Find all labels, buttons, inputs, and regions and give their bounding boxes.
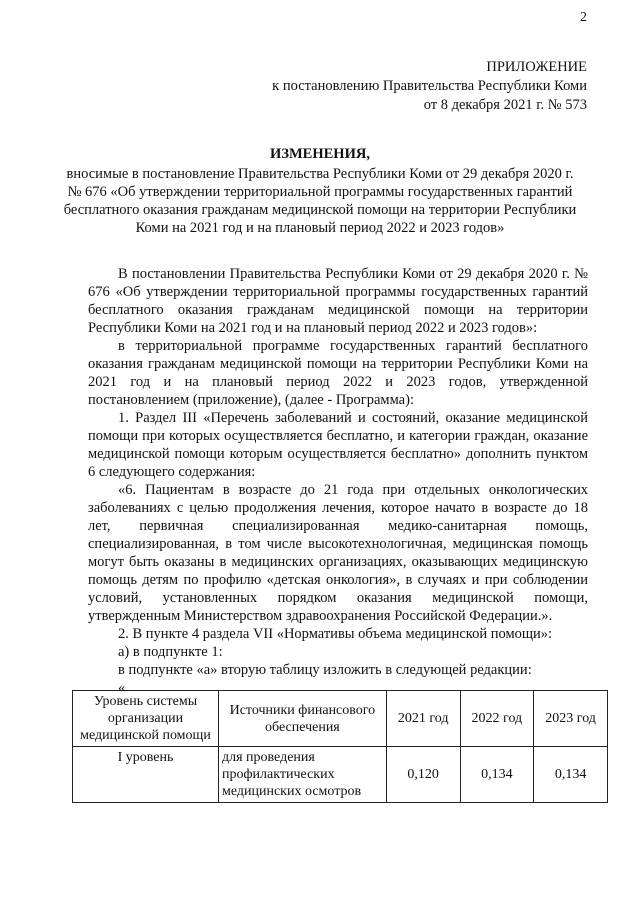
paragraph: «6. Пациентам в возрасте до 21 года при отдельных онкологических заболеваниях с целью продолжения лечения, которое начато в возрасте до 18 лет, первичная специализированная медико-санитарная помощь, специализированная, в том числе высокотехнологичная, медицинская помощь могут быть оказаны в медицинских организациях, оказывающих медицинскую помощь детям по профилю «детская онкология», в случаях и при соблюдении условий, установленных порядком оказания медицинской помощи, утвержденным Министерством здравоохранения Российской Федерации.». — [88, 482, 588, 624]
paragraph: « — [118, 680, 126, 696]
table-cell: 0,120 — [386, 747, 460, 803]
table-header-row — [73, 691, 608, 747]
document-subtitle: вносимые в постановление Правительства Республики Коми от 29 декабря 2020 г. № 676 «Об утверждении территориальной программы государственных гарантий бесплатного оказания гражданам медицинской помощи на территории Республики Коми на 2021 год и на плановый период 2022 и 2023 годов» — [63, 166, 577, 236]
table-cell: I уровень — [73, 747, 219, 803]
appendix-header — [272, 58, 587, 115]
table-cell: для проведения профилактических медицинских осмотров — [218, 747, 386, 803]
table-header-cell: 2022 год — [460, 691, 534, 747]
table-header-cell: 2021 год — [386, 691, 460, 747]
paragraph: 2. В пункте 4 раздела VII «Нормативы объема медицинской помощи»: — [118, 626, 553, 642]
paragraph: в территориальной программе государственных гарантий бесплатного оказания гражданам медицинской помощи на территории Республики Коми на 2021 год и на плановый период 2022 и 2023 годов, утвержденной постановлением (приложение), (далее - Программа): — [88, 338, 588, 408]
table-header-cell: Уровень системы организации медицинской помощи — [73, 691, 219, 747]
table-row — [73, 747, 608, 803]
appendix-line-2: от 8 декабря 2021 г. № 573 — [423, 97, 587, 113]
paragraph: 1. Раздел III «Перечень заболеваний и состояний, оказание медицинской помощи при которых осуществляется бесплатно, и категории граждан, оказание медицинской помощи которым осуществляется бесплатно» дополнить пунктом 6 следующего содержания: — [88, 410, 588, 480]
paragraph: в подпункте «а» вторую таблицу изложить в следующей редакции: — [118, 662, 532, 678]
document-body — [88, 265, 588, 697]
table-header-cell: 2023 год — [534, 691, 608, 747]
paragraph: В постановлении Правительства Республики Коми от 29 декабря 2020 г. № 676 «Об утверждении территориальной программы государственных гарантий бесплатного оказания гражданам медицинской помощи на территории Республики Коми на 2021 год и на плановый период 2022 и 2023 годов»: — [88, 266, 588, 336]
table-header-cell: Источники финансового обеспечения — [218, 691, 386, 747]
table-cell: 0,134 — [460, 747, 534, 803]
page-number: 2 — [580, 10, 587, 25]
appendix-line-1: к постановлению Правительства Республики Коми — [272, 78, 587, 94]
appendix-heading: ПРИЛОЖЕНИЕ — [486, 59, 587, 75]
norms-table — [72, 690, 608, 803]
table-cell: 0,134 — [534, 747, 608, 803]
paragraph: а) в подпункте 1: — [118, 644, 223, 660]
document-title: ИЗМЕНЕНИЯ, — [270, 146, 370, 162]
